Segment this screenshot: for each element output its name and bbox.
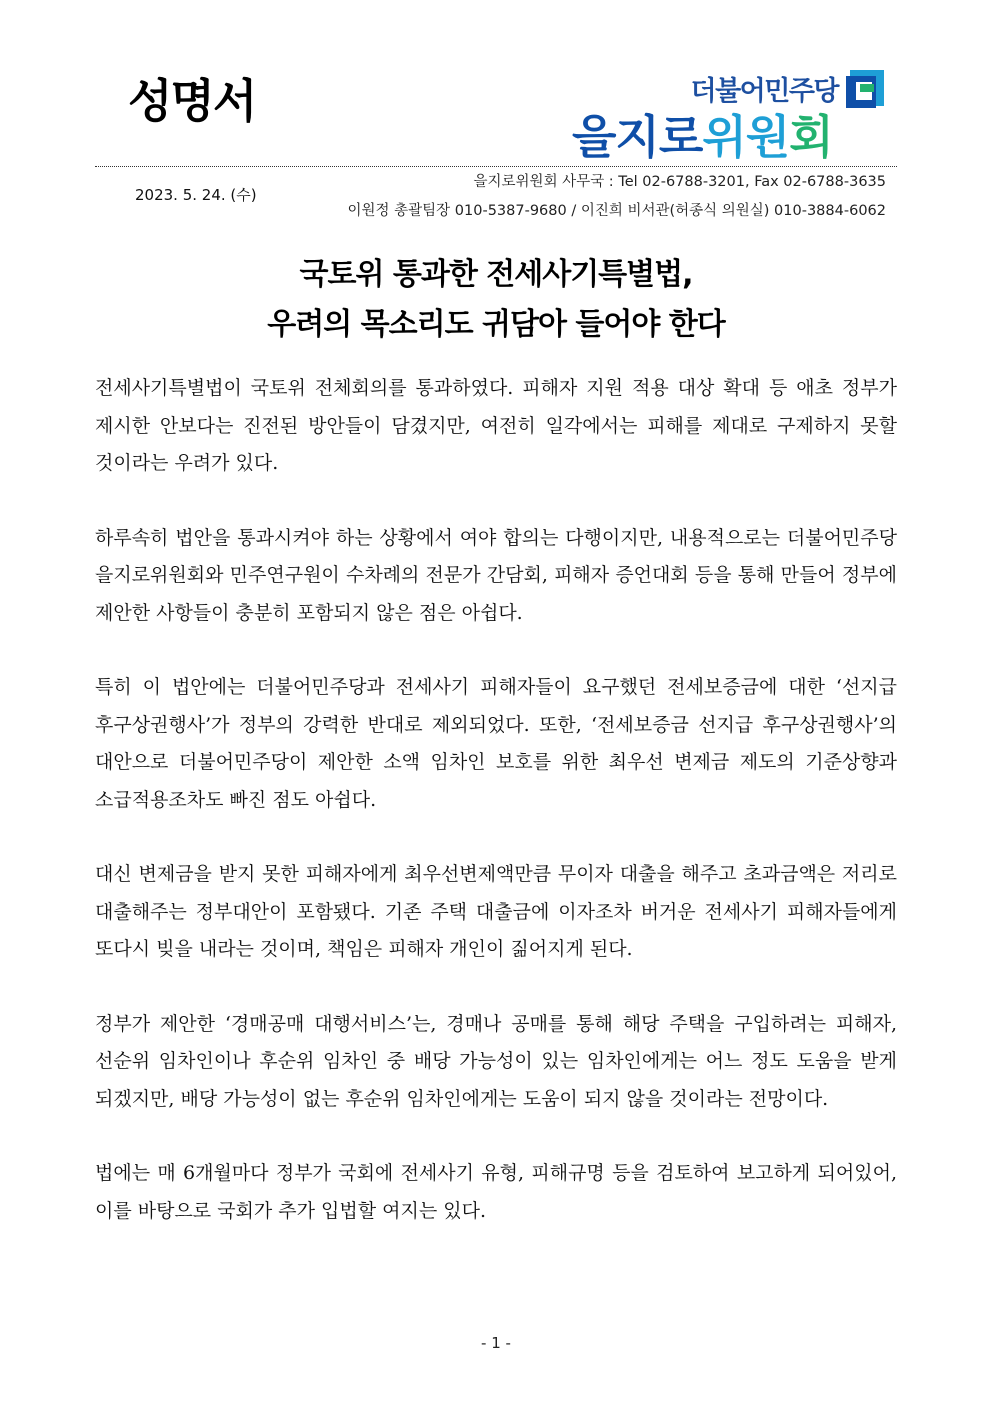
headline-line-1: 국토위 통과한 전세사기특별법, [299,257,693,292]
header-divider [95,166,897,167]
logo-committee-name [572,110,833,164]
contact-office: 을지로위원회 사무국 : Tel 02-6788-3201, Fax 02-6788-3635 [473,174,886,190]
body-paragraph-4: 대신 변제금을 받지 못한 피해자에게 최우선변제액만큼 무이자 대출을 해주고 초과금액은 저리로 대출해주는 정부대안이 포함됐다. 기존 주택 대출금에 이자조차 버거운 전세사기 피해자들에게 또다시 빚을 내라는 것이며, 책임은 피해자 개인이 짊어지게 된다. [95,863,897,960]
page-number: - 1 - [481,1334,511,1352]
body-paragraph-6: 법에는 매 6개월마다 정부가 국회에 전세사기 유형, 피해규명 등을 검토하여 보고하게 되어있어, 이를 바탕으로 국회가 추가 입법할 여지는 있다. [95,1162,897,1222]
body-paragraph-2: 하루속히 법안을 통과시켜야 하는 상황에서 여야 합의는 다행이지만, 내용적으로는 더불어민주당 을지로위원회와 민주연구원이 수차례의 전문가 간담회, 피해자 증언대회 등을 통해 만들어 정부에 제안한 사항들이 충분히 포함되지 않은 점은 아쉽다. [95,526,897,624]
logo-committee-part3: 회 [789,110,833,164]
headline-line-2: 우려의 목소리도 귀담아 들어야 한다 [267,307,725,342]
release-date: 2023. 5. 24. (수) [135,186,257,204]
statement-body [95,370,897,1267]
party-flag-icon [842,66,886,110]
document-type-title: 성명서 [128,74,256,128]
logo-committee-part1: 을지로 [572,110,703,164]
body-paragraph-5: 정부가 제안한 ‘경매공매 대행서비스’는, 경매나 공매를 통해 해당 주택을 구입하려는 피해자, 선순위 임차인이나 후순위 임차인 중 배당 가능성이 있는 임차인에게는 어느 정도 도움을 받게 되겠지만, 배당 가능성이 없는 후순위 임차인에게는 도움이 되지 않을 것이라는 전망이다. [95,1012,897,1110]
contact-persons: 이원정 총괄팀장 010-5387-9680 / 이진희 비서관(허종식 의원실) 010-3884-6062 [347,203,886,219]
statement-headline [95,250,897,350]
logo-party-name: 더불어민주당 [690,76,838,107]
party-logo [560,62,890,172]
logo-committee-part2: 위원 [702,110,790,164]
body-paragraph-3: 특히 이 법안에는 더불어민주당과 전세사기 피해자들이 요구했던 전세보증금에 대한 ‘선지급 후구상권행사’가 정부의 강력한 반대로 제외되었다. 또한, ‘전세보증금 선지급 후구상권행사’의 대안으로 더불어민주당이 제안한 소액 임차인 보호를 위한 최우선 변제금 제도의 기준상향과 소급적용조차도 빠진 점도 아쉽다. [95,676,897,811]
body-paragraph-1: 전세사기특별법이 국토위 전체회의를 통과하였다. 피해자 지원 적용 대상 확대 등 애초 정부가 제시한 안보다는 진전된 방안들이 담겼지만, 여전히 일각에서는 피해를 제대로 구제하지 못할 것이라는 우려가 있다. [95,377,897,474]
